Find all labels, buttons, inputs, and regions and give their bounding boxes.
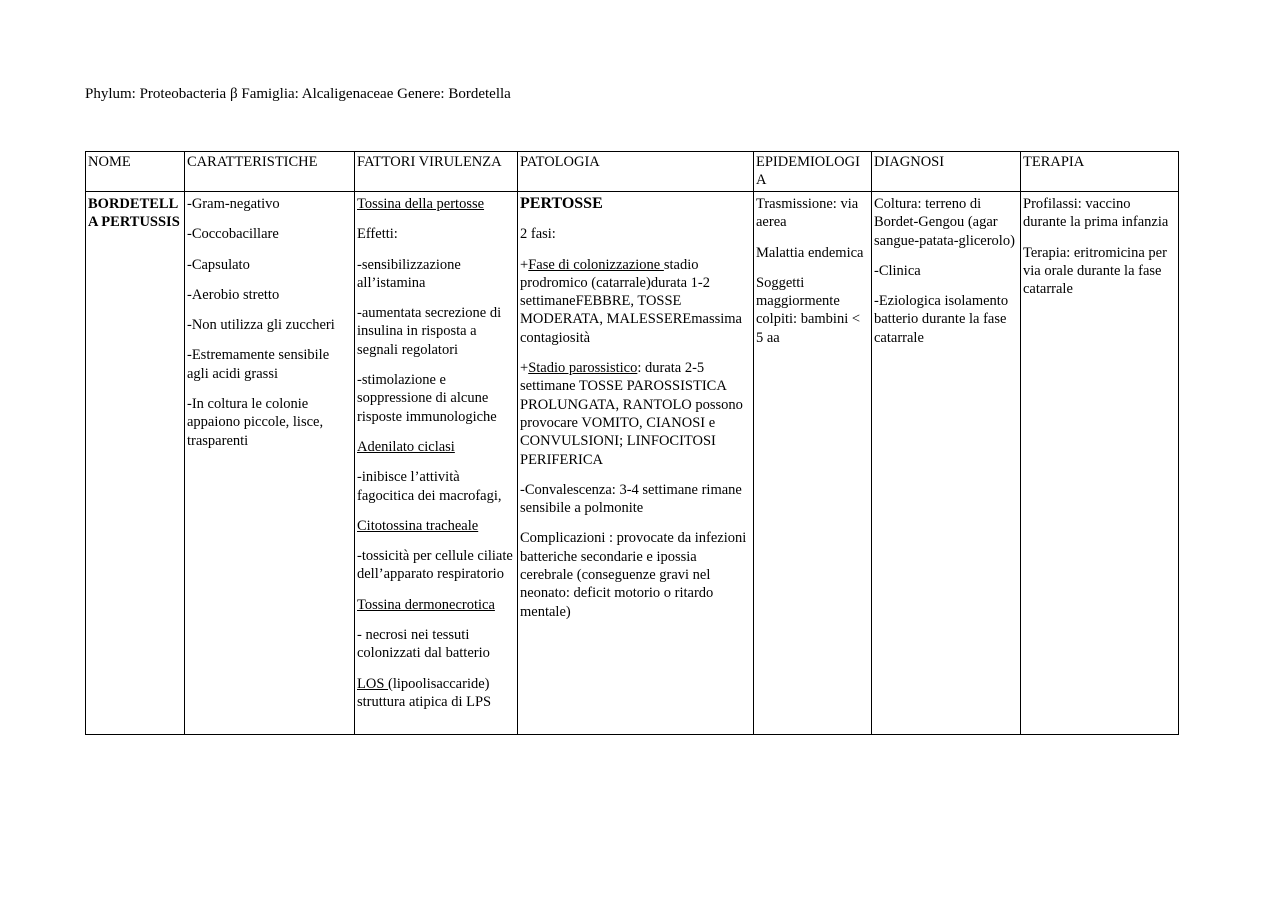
header-diagnosi: DIAGNOSI [872,152,1021,192]
list-item [520,256,751,347]
list-item: Profilassi: vaccino durante la prima infanzia [1023,196,1169,231]
list-item: Soggetti maggiormente colpiti: bambini < 5 aa [756,274,861,346]
cell-patologia [518,192,754,735]
phase-description: stadio prodromico (catarrale)durata 1-2 settimaneFEBBRE, TOSSE MODERATA, MALESSEREmassima contagiosità [520,256,742,346]
cell-epidemiologia [754,192,872,735]
list-item: -Capsulato [187,256,250,273]
list-item: 2 fasi: [520,226,556,243]
list-item: -Estremamente sensibile agli acidi grassi [187,347,330,382]
phase-heading: Fase di colonizzazione [528,256,664,273]
list-item: Effetti: [357,226,398,243]
header-caratteristiche: CARATTERISTICHE [185,152,355,192]
phase-prefix: + [520,360,529,377]
list-item [520,359,751,469]
list-item: Trasmissione: via aerea [756,196,859,231]
phase-heading: Stadio parossistico [528,360,638,377]
disease-title: PERTOSSE [520,195,603,212]
factor-heading: Adenilato ciclasi [357,438,455,455]
cell-caratteristiche [185,192,355,735]
list-item [357,675,515,712]
list-item: - necrosi nei tessuti colonizzati dal batterio [357,627,490,662]
list-item: Malattia endemica [756,244,864,261]
list-item: -Aerobio stretto [187,286,280,303]
list-item: -Coccobacillare [187,226,279,243]
cell-nome [86,192,185,735]
factor-heading: LOS [357,675,389,692]
cell-diagnosi [872,192,1021,735]
list-item: -Non utilizza gli zuccheri [187,317,335,334]
header-nome: NOME [86,152,185,192]
cell-fattori-virulenza [355,192,518,735]
factor-description: (lipoolisaccaride) struttura atipica di LPS [357,675,492,710]
list-item: Terapia: eritromicina per via orale durante la fase catarrale [1023,244,1167,298]
list-item: -aumentata secrezione di insulina in risposta a segnali regolatori [357,305,502,358]
list-item: -sensibilizzazione all’istamina [357,256,461,291]
list-item: -stimolazione e soppressione di alcune risposte immunologiche [357,372,497,425]
list-item: -Gram-negativo [187,196,280,212]
organism-name: BORDETELLA PERTUSSIS [88,196,180,231]
header-row [86,152,1179,192]
list-item: -Convalescenza: 3-4 settimane rimane sensibile a polmonite [520,481,742,517]
list-item: Coltura: terreno di Bordet-Gengou (agar sangue-patata-glicerolo) [874,196,1015,249]
header-patologia: PATOLOGIA [518,152,754,192]
header-fattori-virulenza: FATTORI VIRULENZA [355,152,518,192]
list-item: Complicazioni : provocate da infezioni batteriche secondarie e ipossia cerebrale (conseguenze gravi nel neonato: deficit motorio o ritardo mentale) [520,530,747,620]
list-item: -inibisce l’attività fagocitica dei macrofagi, [357,469,502,504]
data-row [86,192,1179,735]
factor-heading: Citotossina tracheale [357,517,479,534]
bordetella-table [85,151,1179,735]
header-epidemiologia: EPIDEMIOLOGIA [754,152,872,192]
header-terapia: TERAPIA [1021,152,1179,192]
list-item: -tossicità per cellule ciliate dell’apparato respiratorio [357,548,513,583]
page-title: Phylum: Proteobacteria β Famiglia: Alcaligenaceae Genere: Bordetella [85,86,511,102]
cell-terapia [1021,192,1179,735]
phase-prefix: + [520,256,529,273]
list-item: -In coltura le colonie appaiono piccole, lisce, trasparenti [187,396,324,449]
list-item: -Clinica [874,262,921,279]
phase-description: : durata 2-5 settimane TOSSE PAROSSISTICA PROLUNGATA, RANTOLO possono provocare VOMITO, CIANOSI e CONVULSIONI; LINFOCITOSI PERIFERICA [520,360,743,468]
list-item: -Eziologica isolamento batterio durante la fase catarrale [874,293,1009,346]
factor-heading: Tossina della pertosse [357,196,485,212]
factor-heading: Tossina dermonecrotica [357,596,495,613]
